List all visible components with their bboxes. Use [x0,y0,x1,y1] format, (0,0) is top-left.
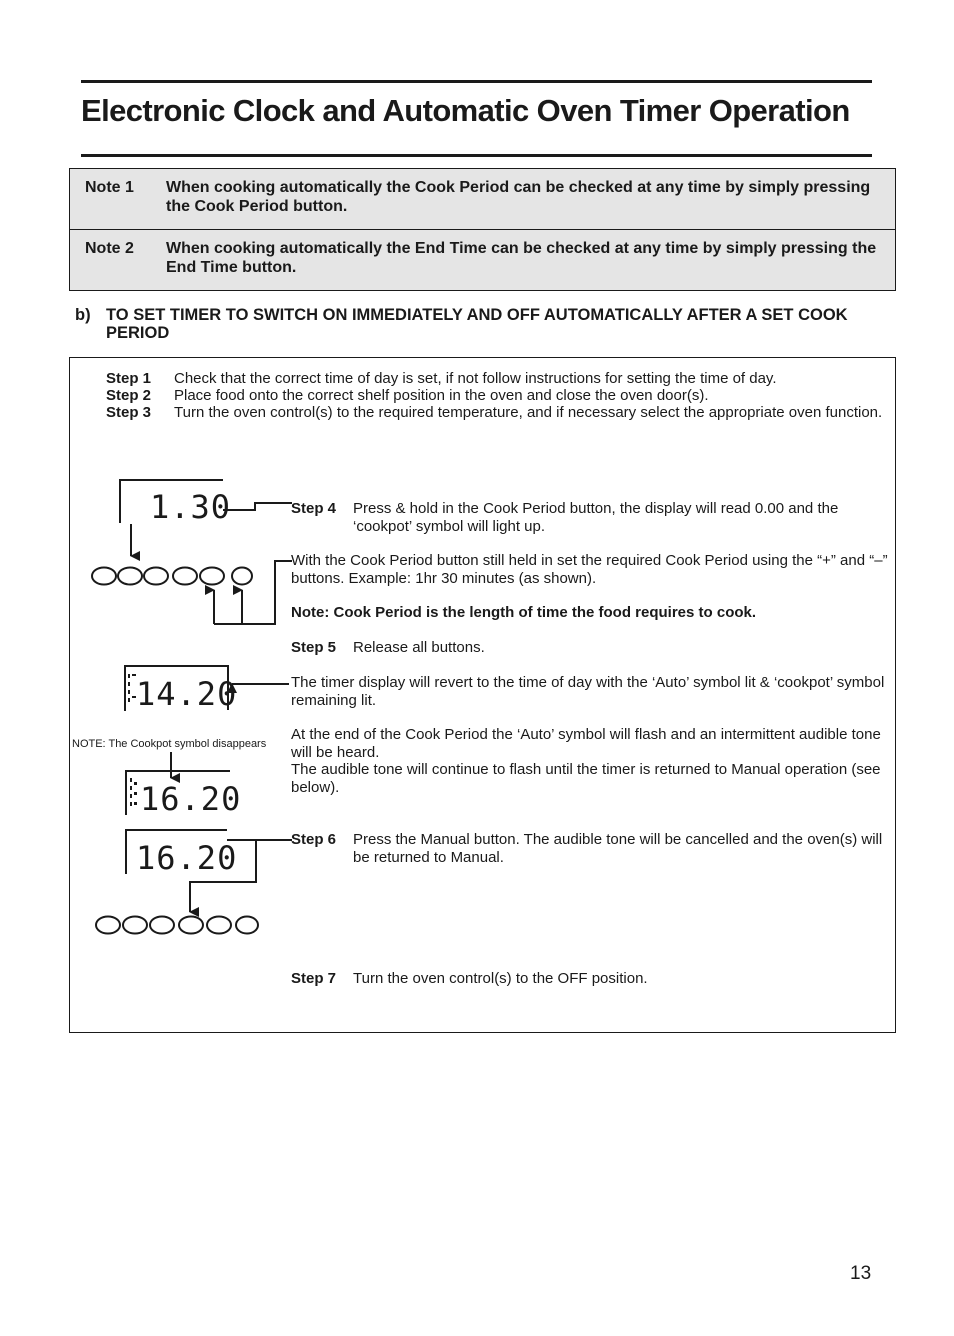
step-label: Step 2 [106,387,152,404]
step-label: Step 7 [291,970,337,987]
title-rule [81,154,872,157]
leader-line [214,561,292,624]
step-label: Step 4 [291,500,337,517]
timer-buttons-row [96,917,258,934]
timer-button [236,917,258,934]
step-text: Turn the oven control(s) to the OFF position. [353,970,648,987]
step-label: Step 6 [291,831,337,848]
timer-button [200,568,224,585]
end-cook-text: At the end of the Cook Period the ‘Auto’ symbol will flash and an intermittent audible tone will be heard. [291,726,881,761]
note-text: When cooking automatically the End Time can be checked at any time by simply pressing the End Time button. [166,240,877,276]
cookpot-symbol-icon [130,778,137,806]
step-label: Step 5 [291,639,337,656]
page-title: Electronic Clock and Automatic Oven Timer Operation [81,93,850,128]
timer-button [96,917,120,934]
leader-line [223,503,292,510]
instructions-box [69,357,896,1033]
note-row [70,169,895,229]
timer-display-readout: 16.20 [140,780,242,818]
timer-button [232,568,252,585]
step-text: Check that the correct time of day is set, if not follow instructions for setting the time of day. [174,370,777,387]
timer-display-readout: 16.20 [136,839,238,877]
timer-button [207,917,231,934]
tone-continue-text: The audible tone will continue to flash until the timer is returned to Manual operation (see below). [291,761,881,796]
timer-button [144,568,168,585]
timer-display-readout: 14.20 [136,675,238,713]
step-label: Step 1 [106,370,152,387]
timer-button [118,568,142,585]
timer-buttons-row [92,568,252,585]
step-continuation-text: With the Cook Period button still held in set the required Cook Period using the “+” and “–” buttons. Example: 1hr 30 minutes (as shown). [291,552,888,587]
note-row [70,229,895,290]
notes-box [69,168,896,291]
top-rule [81,80,872,83]
timer-button [92,568,116,585]
step-text: Turn the oven control(s) to the required temperature, and if necessary select the appropriate oven function. [174,404,883,421]
note-label: Note 1 [85,179,134,196]
timer-button [150,917,174,934]
revert-text: The timer display will revert to the time of day with the ‘Auto’ symbol lit & ‘cookpot’ symbol remaining lit. [291,674,885,709]
auto-symbol-icon [128,674,136,702]
step-text: Place food onto the correct shelf position in the oven and close the oven door(s). [174,387,709,404]
cookpot-note: NOTE: The Cookpot symbol disappears [72,738,267,750]
section-heading-text: TO SET TIMER TO SWITCH ON IMMEDIATELY AND OFF AUTOMATICALLY AFTER A SET COOK PERIOD [106,306,848,342]
step-text: Press the Manual button. The audible tone will be cancelled and the oven(s) will be returned to Manual. [353,831,883,866]
timer-button [173,568,197,585]
step-text: Press & hold in the Cook Period button, the display will read 0.00 and the ‘cookpot’ symbol will light up. [353,500,839,535]
timer-display-readout: 1.30 [150,488,232,526]
timer-diagrams [70,358,294,1032]
note-text: When cooking automatically the Cook Period can be checked at any time by simply pressing the Cook Period button. [166,179,871,215]
timer-button [123,917,147,934]
timer-button [179,917,203,934]
page-number: 13 [850,1263,872,1284]
section-letter: b) [75,306,91,324]
cook-period-note: Note: Cook Period is the length of time the food requires to cook. [291,604,757,621]
note-label: Note 2 [85,240,134,257]
step-text: Release all buttons. [353,639,485,656]
step-label: Step 3 [106,404,152,421]
